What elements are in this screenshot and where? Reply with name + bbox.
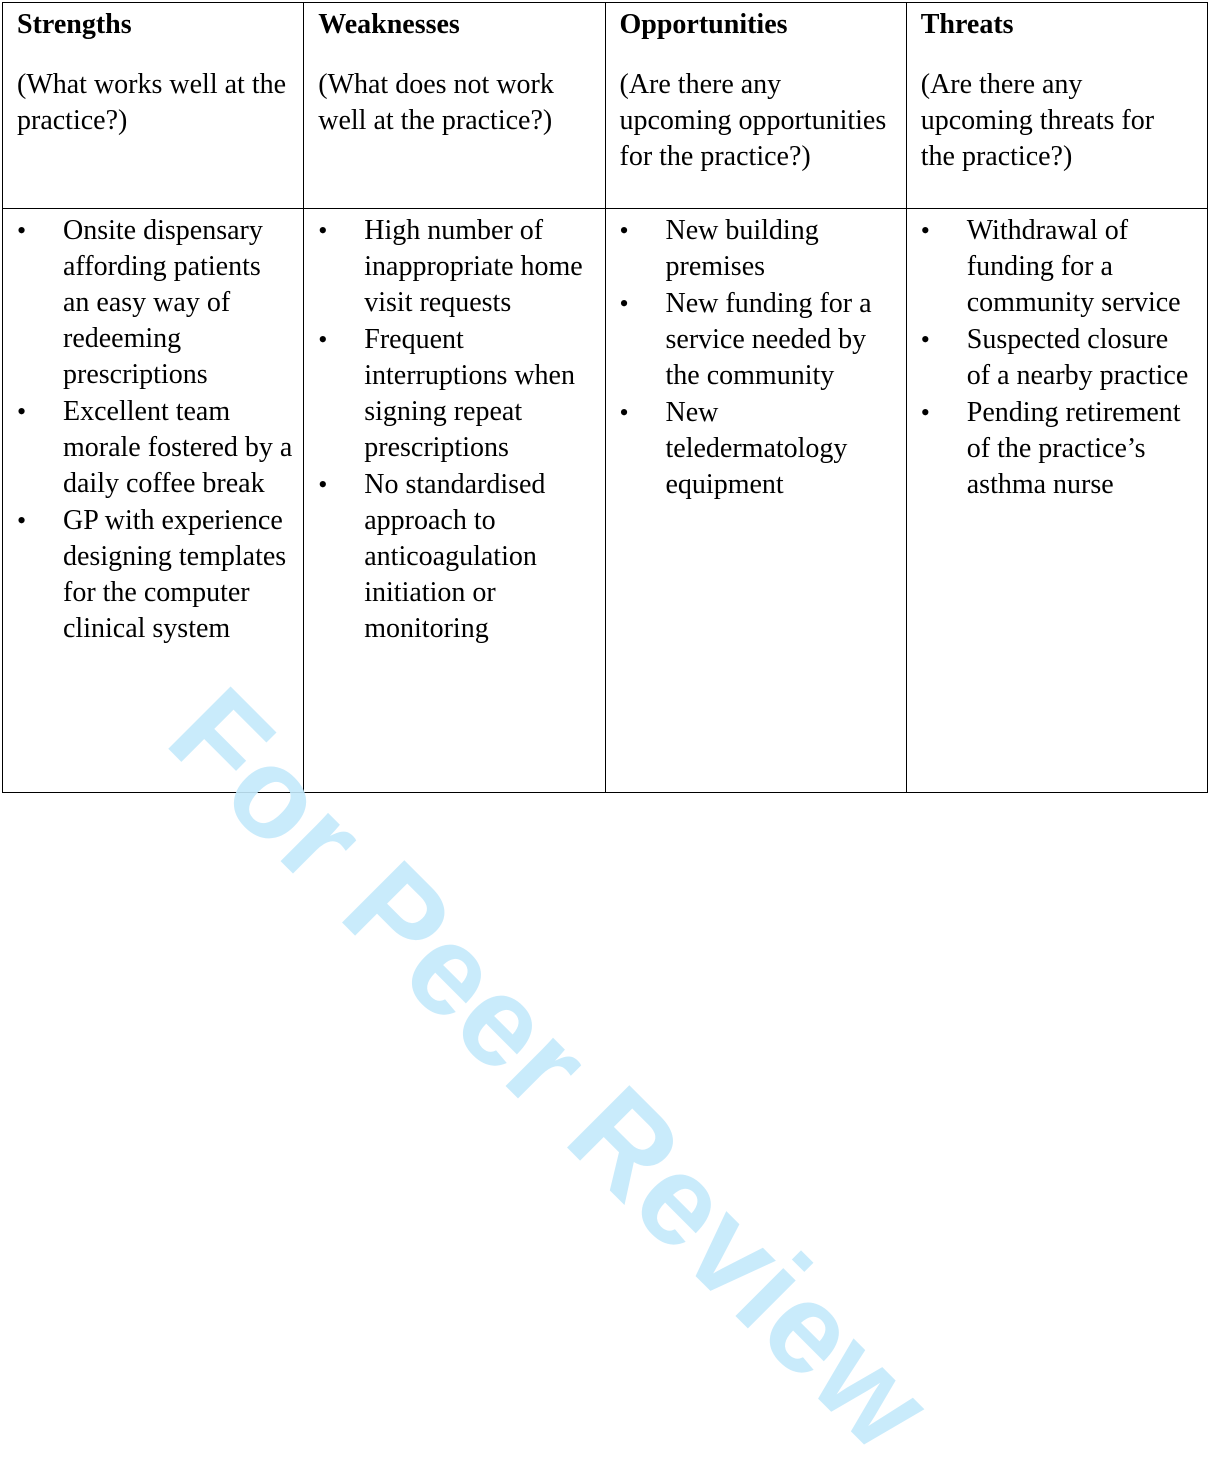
list-item-text: Withdrawal of funding for a community service	[966, 215, 1181, 318]
weaknesses-title: Weaknesses	[318, 9, 460, 40]
list-item-text: Onsite dispensary affording patients an easy way of redeeming prescriptions	[63, 215, 263, 390]
bullet-icon: •	[318, 470, 328, 499]
threats-question: (Are there any upcoming threats for the practice?)	[920, 69, 1155, 172]
opportunities-header-cell	[605, 3, 906, 209]
body-row	[3, 209, 1208, 793]
strengths-list	[3, 209, 303, 647]
list-item-text: Frequent interruptions when signing repeat prescriptions	[364, 324, 575, 463]
list-item-text: GP with experience designing templates for the computer clinical system	[63, 505, 287, 644]
list-item	[606, 395, 896, 503]
bullet-icon: •	[619, 216, 629, 245]
bullet-icon: •	[17, 506, 27, 535]
threats-list	[907, 209, 1207, 503]
weaknesses-question: (What does not work well at the practice?)	[318, 69, 554, 136]
list-item	[907, 213, 1197, 321]
list-item	[907, 395, 1197, 503]
strengths-header-cell	[3, 3, 304, 209]
bullet-icon: •	[619, 289, 629, 318]
list-item	[304, 213, 594, 321]
strengths-list-cell	[3, 209, 304, 793]
bullet-icon: •	[920, 216, 930, 245]
strengths-question: (What works well at the practice?)	[17, 69, 287, 136]
swot-table	[2, 2, 1208, 793]
list-item	[606, 286, 896, 394]
list-item-text: New teledermatology equipment	[665, 397, 848, 500]
bullet-icon: •	[17, 397, 27, 426]
threats-list-cell	[906, 209, 1207, 793]
list-item	[907, 322, 1197, 394]
list-item	[606, 213, 896, 285]
list-item-text: Pending retirement of the practice’s asthma nurse	[966, 397, 1181, 500]
strengths-title: Strengths	[17, 9, 132, 40]
threats-header-cell	[906, 3, 1207, 209]
weaknesses-list-cell	[304, 209, 605, 793]
bullet-icon: •	[318, 216, 328, 245]
list-item-text: New funding for a service needed by the community	[665, 288, 872, 391]
opportunities-question: (Are there any upcoming opportunities for the practice?)	[619, 69, 887, 172]
list-item	[3, 394, 293, 502]
threats-title: Threats	[920, 9, 1014, 40]
opportunities-list	[606, 209, 906, 503]
bullet-icon: •	[619, 398, 629, 427]
weaknesses-header-cell	[304, 3, 605, 209]
list-item-text: Suspected closure of a nearby practice	[966, 324, 1189, 391]
opportunities-list-cell	[605, 209, 906, 793]
header-row	[3, 3, 1208, 209]
list-item-text: Excellent team morale fostered by a daily coffee break	[63, 396, 293, 499]
list-item	[304, 467, 594, 647]
list-item-text: New building premises	[665, 215, 819, 282]
list-item	[3, 503, 293, 647]
bullet-icon: •	[920, 398, 930, 427]
list-item	[304, 322, 594, 466]
weaknesses-list	[304, 209, 604, 647]
list-item	[3, 213, 293, 393]
bullet-icon: •	[920, 325, 930, 354]
opportunities-title: Opportunities	[619, 9, 788, 40]
bullet-icon: •	[318, 325, 328, 354]
for-peer-review-watermark: For Peer Review	[142, 661, 959, 1478]
bullet-icon: •	[17, 216, 27, 245]
list-item-text: No standardised approach to anticoagulation initiation or monitoring	[364, 469, 546, 644]
list-item-text: High number of inappropriate home visit requests	[364, 215, 583, 318]
